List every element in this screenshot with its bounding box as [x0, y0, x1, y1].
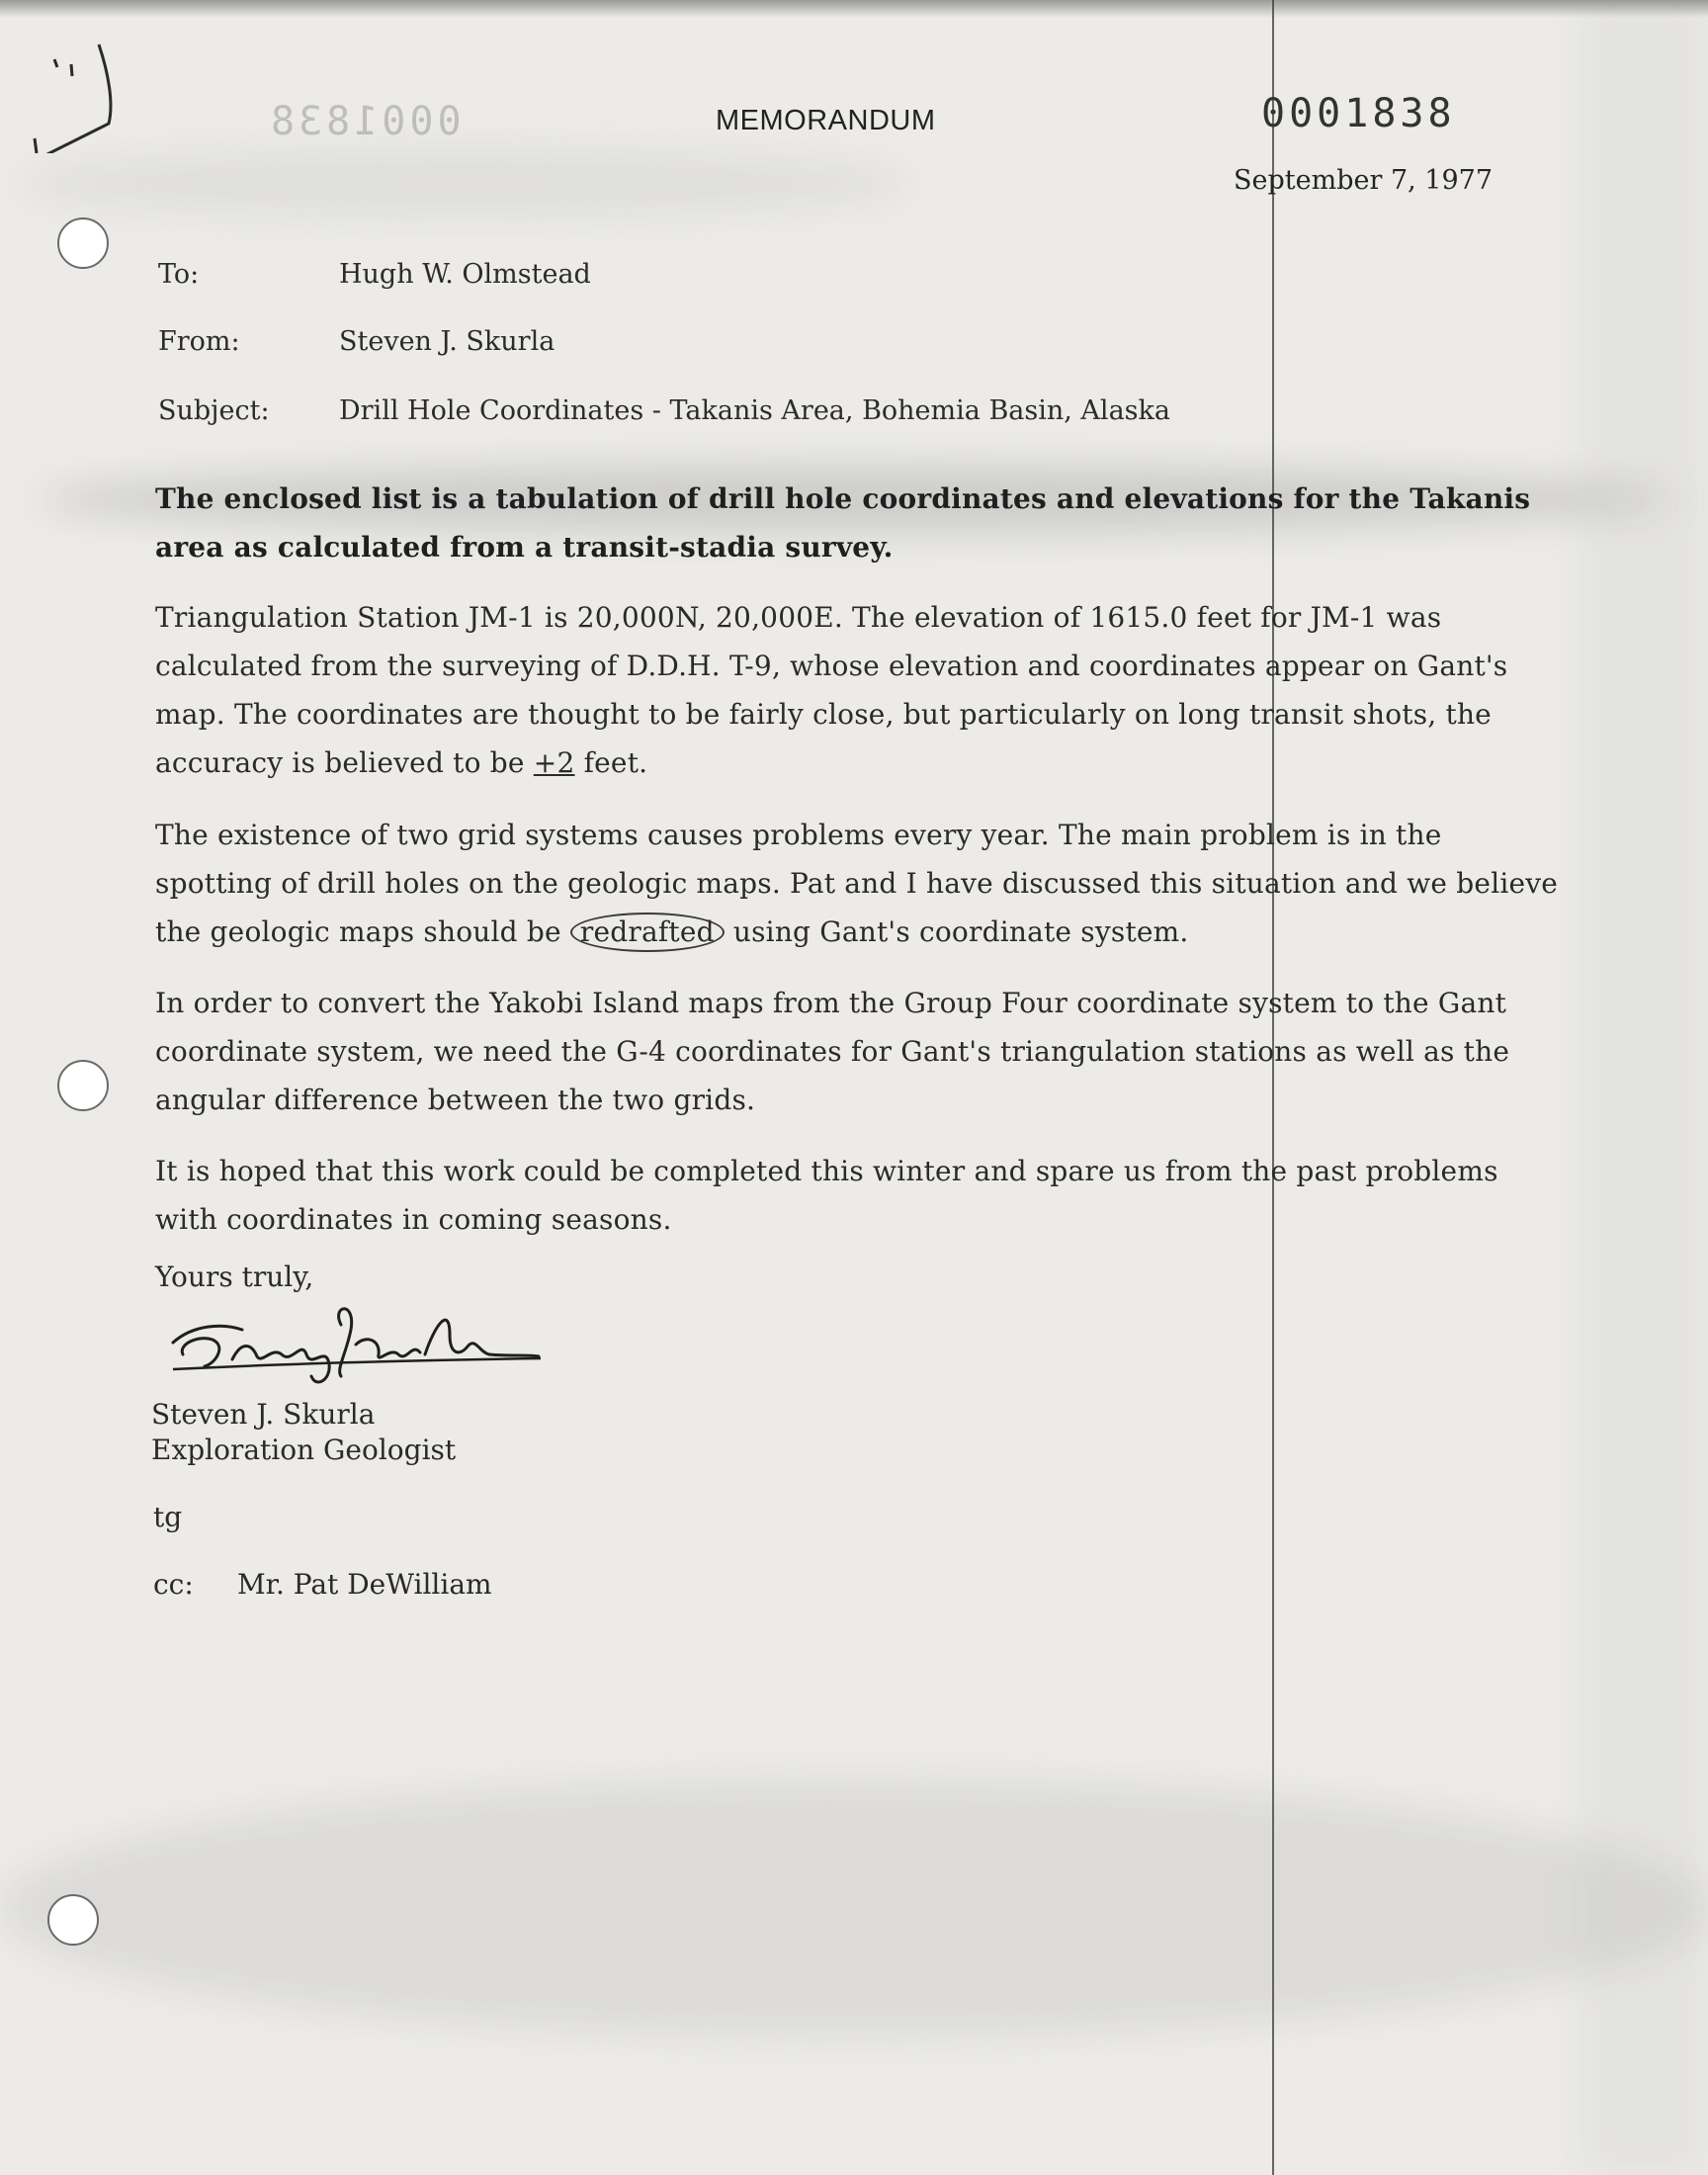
scan-smudge	[1581, 0, 1708, 2175]
punch-hole	[57, 218, 109, 269]
paragraph-4	[155, 979, 1559, 1124]
paragraph-1-text: The enclosed list is a tabulation of drill hole coordinates and elevations for the Takanis area as calculated from a transit-stadia survey.	[155, 482, 1531, 564]
to-label: To:	[158, 259, 200, 290]
circled-word: redrafted	[570, 913, 725, 952]
paragraph-2-end: feet.	[574, 746, 648, 779]
paper-top-edge	[0, 0, 1708, 18]
signer-name: Steven J. Skurla	[151, 1398, 376, 1431]
paragraph-3	[155, 811, 1559, 956]
handwritten-signature	[153, 1285, 549, 1394]
paragraph-3-end: using Gant's coordinate system.	[724, 915, 1189, 948]
cc-label: cc:	[153, 1568, 194, 1601]
from-value: Steven J. Skurla	[339, 326, 555, 357]
paragraph-4-text: In order to convert the Yakobi Island maps from the Group Four coordinate system to the Gant coordinate system, we need the G-4 coordinates for Gant's triangulation stations as well as the angular difference between the two grids.	[155, 987, 1510, 1116]
paragraph-2-text: Triangulation Station JM-1 is 20,000N, 20,000E. The elevation of 1615.0 feet for JM-1 was calculated from the surveying of D.D.H. T-9, whose elevation and coordinates appear on Gant's map. The coordinates are thought to be fairly close, but particularly on long transit shots, the accuracy is believed to be	[155, 601, 1508, 779]
scan-smudge	[0, 1780, 1708, 2037]
handwritten-check-mark	[10, 35, 119, 153]
punch-hole	[47, 1894, 99, 1946]
cc-value: Mr. Pat DeWilliam	[237, 1568, 492, 1601]
paragraph-3-text: The existence of two grid systems causes problems every year. The main problem is in the spotting of drill holes on the geologic maps. Pat and I have discussed this situation and we believe the geologic maps should be	[155, 819, 1559, 948]
signer-title: Exploration Geologist	[151, 1434, 457, 1466]
typist-initials: tg	[153, 1501, 183, 1533]
paragraph-5	[155, 1147, 1559, 1244]
to-value: Hugh W. Olmstead	[339, 259, 591, 290]
tolerance-value: +2	[533, 746, 575, 779]
paragraph-2	[155, 593, 1559, 787]
scan-smudge	[20, 148, 909, 218]
closing: Yours truly,	[155, 1261, 314, 1293]
bleed-through-number: 0001838	[267, 99, 462, 144]
memo-title: MEMORANDUM	[716, 105, 936, 136]
memo-date: September 7, 1977	[1234, 165, 1493, 196]
paragraph-5-text: It is hoped that this work could be completed this winter and spare us from the past problems with coordinates in coming seasons.	[155, 1155, 1498, 1236]
subject-value: Drill Hole Coordinates - Takanis Area, Bohemia Basin, Alaska	[339, 395, 1170, 426]
punch-hole	[57, 1060, 109, 1111]
from-label: From:	[158, 326, 240, 357]
document-number: 0001838	[1261, 91, 1456, 136]
subject-label: Subject:	[158, 395, 270, 426]
paragraph-1	[155, 475, 1559, 571]
